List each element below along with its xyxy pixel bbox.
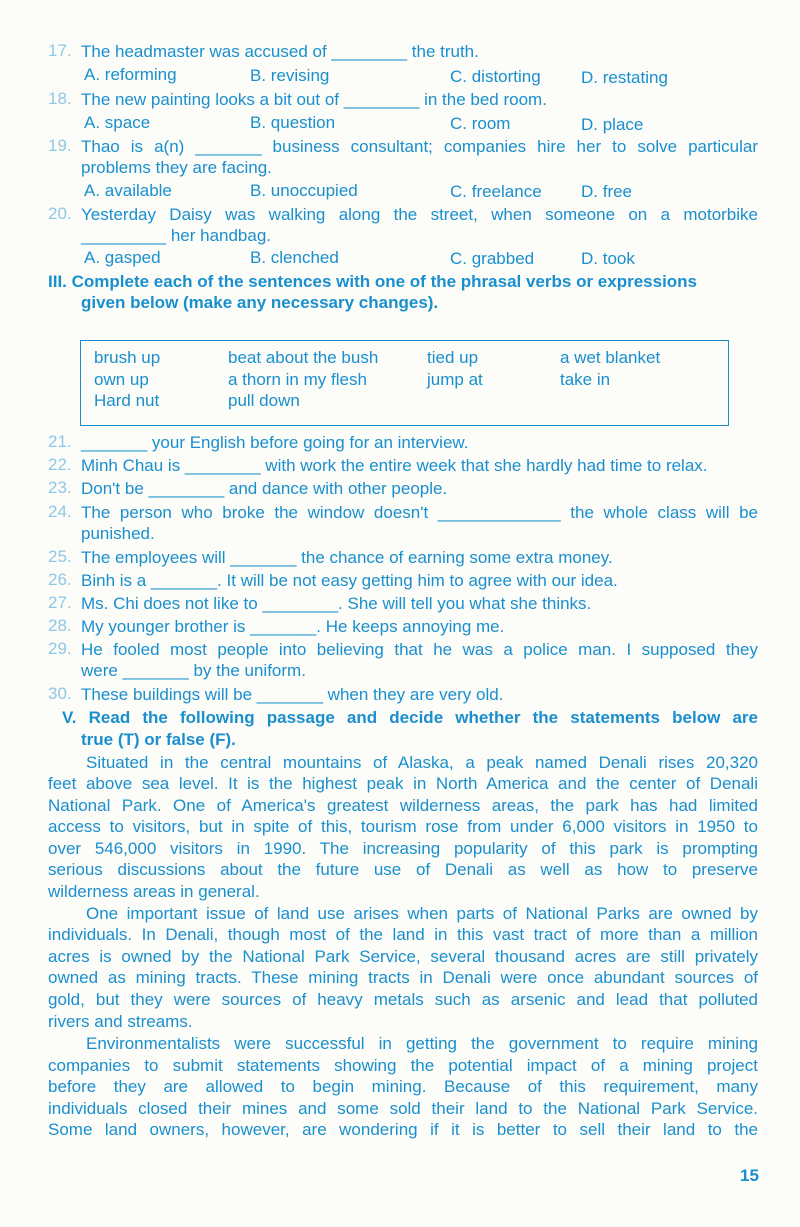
box-item: take in: [560, 370, 611, 389]
box-item: tied up: [427, 348, 479, 367]
passage-line: National Park. One of America's greatest wilderness areas, the park has had limited: [48, 796, 758, 815]
box-item: a wet blanket: [560, 348, 661, 367]
question-number: 17.: [48, 41, 72, 60]
passage-line: owned as mining tracts. These mining tracts in Denali were once abundant sources of: [48, 968, 758, 987]
question-text: The employees will _______ the chance of earning some extra money.: [81, 548, 613, 567]
option-d: D. place: [581, 115, 644, 134]
passage-line: Environmentalists were successful in getting the government to require mining: [86, 1034, 758, 1053]
passage-line: rivers and streams.: [48, 1012, 193, 1031]
option-b: B. question: [250, 113, 336, 132]
question-text: Yesterday Daisy was walking along the street, when someone on a motorbike: [81, 205, 758, 224]
question-text: The headmaster was accused of ________ the truth.: [81, 42, 479, 61]
section-heading-continued: true (T) or false (F).: [81, 730, 236, 749]
question-text-continued: were _______ by the uniform.: [81, 661, 306, 680]
question-number: 23.: [48, 478, 72, 497]
passage-line: One important issue of land use arises when parts of National Parks are owned by: [86, 904, 758, 923]
section-heading-continued: given below (make any necessary changes).: [81, 293, 439, 312]
box-item: own up: [94, 370, 149, 389]
question-number: 19.: [48, 136, 72, 155]
passage-line: wilderness areas in general.: [48, 882, 260, 901]
question-number: 27.: [48, 593, 72, 612]
passage-line: before they are allowed to begin mining. Because of this requirement, many: [48, 1077, 758, 1096]
passage-line: access to visitors, but in spite of this, tourism rose from under 6,000 visitors in 1950 to: [48, 817, 758, 836]
option-c: C. room: [450, 114, 511, 133]
question-text: _______ your English before going for an interview.: [81, 433, 469, 452]
question-text: The new painting looks a bit out of ________ in the bed room.: [81, 90, 547, 109]
passage-line: gold, but they were sources of heavy metals such as arsenic and lead that polluted: [48, 990, 758, 1009]
box-item: Hard nut: [94, 391, 160, 410]
passage-line: Some land owners, however, are wondering if it is better to sell their land to the: [48, 1120, 758, 1139]
option-a: A. reforming: [84, 65, 177, 84]
box-item: jump at: [427, 370, 483, 389]
option-a: A. gasped: [84, 248, 161, 267]
question-number: 29.: [48, 639, 72, 658]
passage-line: serious discussions about the future use of Denali as well as how to preserve: [48, 860, 758, 879]
question-text: Ms. Chi does not like to ________. She will tell you what she thinks.: [81, 594, 592, 613]
question-number: 28.: [48, 616, 72, 635]
question-number: 21.: [48, 432, 72, 451]
option-a: A. space: [84, 113, 151, 132]
box-item: beat about the bush: [228, 348, 379, 367]
question-text-continued: problems they are facing.: [81, 158, 272, 177]
passage-line: individuals closed their mines and some sold their land to the National Park Service.: [48, 1099, 758, 1118]
passage-line: feet above sea level. It is the highest peak in North America and the center of Denali: [48, 774, 758, 793]
option-c: C. freelance: [450, 182, 542, 201]
page-number: 15: [740, 1166, 759, 1185]
section-heading: V. Read the following passage and decide whether the statements below are: [62, 708, 758, 727]
question-text: Thao is a(n) _______ business consultant; companies hire her to solve particular: [81, 137, 758, 156]
question-number: 20.: [48, 204, 72, 223]
question-number: 18.: [48, 89, 72, 108]
passage-line: over 546,000 visitors in 1990. The increasing popularity of this park is prompting: [48, 839, 758, 858]
passage-line: Situated in the central mountains of Alaska, a peak named Denali rises 20,320: [86, 753, 758, 772]
question-number: 22.: [48, 455, 72, 474]
option-b: B. unoccupied: [250, 181, 358, 200]
section-heading: III. Complete each of the sentences with one of the phrasal verbs or expressions: [48, 272, 698, 291]
box-item: brush up: [94, 348, 161, 367]
box-item: pull down: [228, 391, 300, 410]
question-text-continued: punished.: [81, 524, 155, 543]
option-b: B. clenched: [250, 248, 339, 267]
phrasal-verb-box: [80, 340, 729, 426]
passage-line: acres is owned by the National Park Service, several thousand acres are still privately: [48, 947, 758, 966]
question-number: 24.: [48, 502, 72, 521]
option-c: C. distorting: [450, 67, 541, 86]
option-a: A. available: [84, 181, 172, 200]
question-text: My younger brother is _______. He keeps annoying me.: [81, 617, 505, 636]
passage-line: individuals. In Denali, though most of the land in this vast tract of more than a million: [48, 925, 758, 944]
option-d: D. took: [581, 249, 635, 268]
option-c: C. grabbed: [450, 249, 535, 268]
passage-line: companies to submit statements showing the potential impact of a mining project: [48, 1056, 758, 1075]
option-d: D. free: [581, 182, 633, 201]
question-text: He fooled most people into believing that he was a police man. I supposed they: [81, 640, 758, 659]
question-text-continued: _________ her handbag.: [81, 226, 272, 245]
question-number: 26.: [48, 570, 72, 589]
option-b: B. revising: [250, 66, 330, 85]
question-text: Minh Chau is ________ with work the entire week that she hardly had time to relax.: [81, 456, 708, 475]
question-text: The person who broke the window doesn't _____________ the whole class will be: [81, 503, 758, 522]
box-item: a thorn in my flesh: [228, 370, 367, 389]
question-text: These buildings will be _______ when they are very old.: [81, 685, 504, 704]
question-text: Don't be ________ and dance with other people.: [81, 479, 448, 498]
question-number: 30.: [48, 684, 72, 703]
option-d: D. restating: [581, 68, 668, 87]
question-number: 25.: [48, 547, 72, 566]
question-text: Binh is a _______. It will be not easy getting him to agree with our idea.: [81, 571, 618, 590]
